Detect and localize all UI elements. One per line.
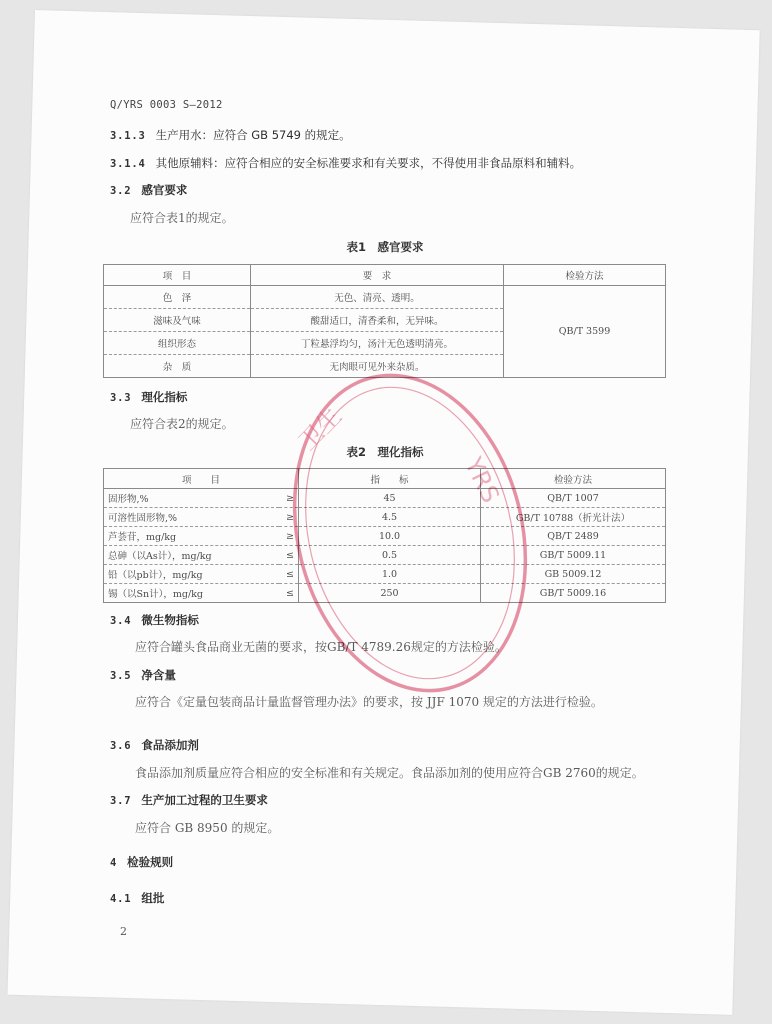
section-3-5-heading — [110, 668, 176, 683]
section-3-4-body: 应符合罐头食品商业无菌的要求，按GB/T 4789.26规定的方法检验。 — [135, 640, 507, 654]
clause-text: 其他原辅料：应符合相应的安全标准要求和有关要求，不得使用非食品原料和辅料。 — [155, 156, 582, 170]
cell-value: 10.0 — [299, 527, 481, 546]
section-4-1-heading — [110, 891, 164, 906]
cell-value: 0.5 — [299, 546, 481, 565]
cell-value: 1.0 — [299, 565, 481, 584]
section-title: 净含量 — [141, 668, 176, 682]
clause-text: 生产用水：应符合 GB 5749 的规定。 — [155, 128, 351, 142]
table-row — [104, 527, 666, 546]
section-number: 4 — [110, 857, 118, 869]
section-title: 理化指标 — [141, 390, 188, 404]
table-header-row — [104, 469, 666, 489]
cell-value: 250 — [299, 584, 481, 603]
cell-sign: ≤ — [279, 565, 299, 584]
column-header-requirement: 要 求 — [251, 265, 504, 286]
section-3-2-body: 应符合表1的规定。 — [130, 211, 234, 225]
cell-item: 组织形态 — [104, 332, 251, 355]
cell-sign: ≥ — [279, 527, 299, 546]
section-number: 3.2 — [110, 185, 132, 197]
table-row — [104, 565, 666, 584]
section-title: 食品添加剂 — [141, 738, 199, 752]
section-number: 3.3 — [110, 392, 132, 404]
cell-method: QB/T 3599 — [504, 286, 666, 378]
section-title: 组批 — [141, 891, 165, 905]
cell-value: 45 — [299, 489, 481, 508]
section-number: 3.4 — [110, 615, 132, 627]
section-3-6-heading — [110, 738, 199, 753]
seal-lettering-top: 卫生 — [293, 402, 348, 457]
section-3-7-body: 应符合 GB 8950 的规定。 — [135, 821, 280, 835]
section-3-3-body: 应符合表2的规定。 — [130, 417, 234, 431]
cell-value: 4.5 — [299, 508, 481, 527]
cell-method: GB/T 5009.11 — [481, 546, 666, 565]
clause-3-1-3 — [110, 128, 351, 143]
section-3-4-heading — [110, 613, 199, 628]
cell-item: 芦荟苷，mg/kg — [104, 527, 279, 546]
section-3-7-heading — [110, 793, 268, 808]
cell-requirement: 无肉眼可见外来杂质。 — [251, 355, 504, 378]
column-header-method: 检验方法 — [504, 265, 666, 286]
cell-sign: ≤ — [279, 546, 299, 565]
clause-number: 3.1.3 — [110, 130, 146, 142]
cell-item: 锡（以Sn计），mg/kg — [108, 589, 204, 600]
clause-number: 3.1.4 — [110, 158, 146, 170]
cell-item: 固形物,% — [104, 489, 279, 508]
section-number: 3.5 — [110, 670, 132, 682]
section-title: 生产加工过程的卫生要求 — [141, 793, 268, 807]
table-row — [104, 286, 666, 309]
column-header-item: 项 目 — [104, 469, 299, 489]
column-header-method: 检验方法 — [481, 469, 666, 489]
page-number: 2 — [120, 925, 127, 938]
cell-method: QB/T 1007 — [481, 489, 666, 508]
section-number: 3.7 — [110, 795, 132, 807]
section-title: 感官要求 — [141, 183, 188, 197]
table-row — [104, 546, 666, 565]
section-4-heading — [110, 855, 173, 870]
cell-method: GB 5009.12 — [481, 565, 666, 584]
table-row — [104, 489, 666, 508]
table-header-row — [104, 265, 666, 286]
column-header-indicator: 指 标 — [299, 469, 481, 489]
cell-sign: ≥ — [279, 508, 299, 527]
column-header-item: 项 目 — [104, 265, 251, 286]
cell-sign: ≥ — [279, 489, 299, 508]
cell-requirement: 丁粒悬浮均匀，汤汁无色透明清亮。 — [251, 332, 504, 355]
section-3-2-heading — [110, 183, 187, 198]
section-number: 4.1 — [110, 893, 132, 905]
section-title: 检验规则 — [127, 855, 174, 869]
cell-method: QB/T 2489 — [481, 527, 666, 546]
clause-3-1-4 — [110, 156, 581, 171]
seal-lettering-side: YRS — [459, 453, 505, 508]
cell-requirement: 酸甜适口，清香柔和，无异味。 — [251, 309, 504, 332]
cell-item: 铅（以pb计），mg/kg — [104, 565, 279, 584]
cell-method: GB/T 10788（折光计法） — [481, 508, 666, 527]
cell-requirement: 无色、清亮、透明。 — [251, 286, 504, 309]
table-2-caption: 表2 理化指标 — [346, 445, 424, 459]
cell-item: 色 泽 — [104, 286, 251, 309]
table-1-caption: 表1 感官要求 — [346, 240, 424, 254]
cell-item: 总砷（以As计），mg/kg — [104, 546, 279, 565]
table-row — [104, 508, 666, 527]
physicochemical-indicators-table — [103, 468, 666, 603]
table-row — [104, 584, 666, 603]
section-3-6-body: 食品添加剂质量应符合相应的安全标准和有关规定。食品添加剂的使用应符合GB 2760的规定。 — [135, 766, 644, 780]
cell-item: 杂 质 — [104, 355, 251, 378]
cell-item: 滋味及气味 — [104, 309, 251, 332]
section-number: 3.6 — [110, 740, 132, 752]
section-title: 微生物指标 — [141, 613, 199, 627]
cell-sign: ≤ — [279, 584, 299, 603]
section-3-3-heading — [110, 390, 187, 405]
cell-method: GB/T 5009.16 — [539, 587, 607, 599]
document-code: Q/YRS 0003 S—2012 — [110, 99, 223, 111]
sensory-requirements-table — [103, 264, 666, 378]
section-3-5-body: 应符合《定量包装商品计量监督管理办法》的要求，按 JJF 1070 规定的方法进行检验。 — [135, 695, 603, 709]
cell-item: 可溶性固形物,% — [104, 508, 279, 527]
